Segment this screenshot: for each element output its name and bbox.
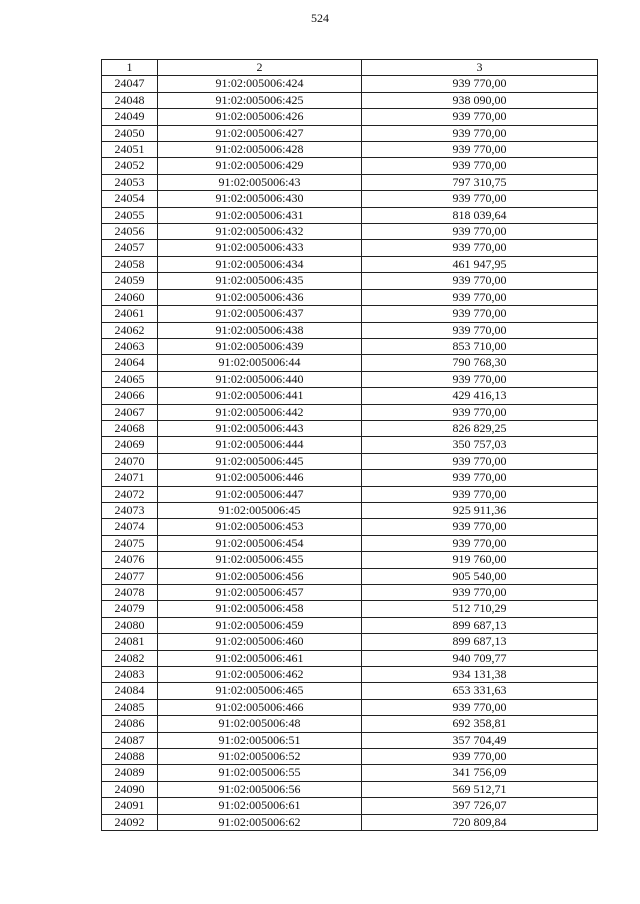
cadastral-number-cell: 91:02:005006:425	[158, 92, 362, 108]
table-body	[102, 76, 598, 831]
row-number-cell: 24066	[102, 388, 158, 404]
table-row	[102, 781, 598, 797]
row-number-cell: 24049	[102, 109, 158, 125]
row-number-cell: 24052	[102, 158, 158, 174]
table-row	[102, 76, 598, 92]
cadastral-number-cell: 91:02:005006:446	[158, 470, 362, 486]
row-number-cell: 24048	[102, 92, 158, 108]
cadastral-number-cell: 91:02:005006:460	[158, 634, 362, 650]
row-number-cell: 24057	[102, 240, 158, 256]
row-number-cell: 24072	[102, 486, 158, 502]
row-number-cell: 24061	[102, 306, 158, 322]
table-row	[102, 552, 598, 568]
table-row	[102, 273, 598, 289]
value-cell: 938 090,00	[362, 92, 598, 108]
table-row	[102, 683, 598, 699]
table-row	[102, 617, 598, 633]
table-row	[102, 437, 598, 453]
value-cell: 939 770,00	[362, 322, 598, 338]
cadastral-number-cell: 91:02:005006:437	[158, 306, 362, 322]
table-row	[102, 634, 598, 650]
cadastral-number-cell: 91:02:005006:424	[158, 76, 362, 92]
table-row	[102, 322, 598, 338]
cadastral-number-cell: 91:02:005006:434	[158, 256, 362, 272]
cadastral-number-cell: 91:02:005006:439	[158, 338, 362, 354]
value-cell: 720 809,84	[362, 814, 598, 830]
value-cell: 939 770,00	[362, 224, 598, 240]
cadastral-number-cell: 91:02:005006:436	[158, 289, 362, 305]
row-number-cell: 24056	[102, 224, 158, 240]
table-row	[102, 732, 598, 748]
table-row	[102, 519, 598, 535]
table-row	[102, 306, 598, 322]
value-cell: 350 757,03	[362, 437, 598, 453]
row-number-cell: 24091	[102, 798, 158, 814]
row-number-cell: 24065	[102, 371, 158, 387]
cadastral-number-cell: 91:02:005006:457	[158, 585, 362, 601]
row-number-cell: 24089	[102, 765, 158, 781]
value-cell: 939 770,00	[362, 125, 598, 141]
cadastral-number-cell: 91:02:005006:43	[158, 174, 362, 190]
table-row	[102, 650, 598, 666]
row-number-cell: 24076	[102, 552, 158, 568]
value-cell: 939 770,00	[362, 699, 598, 715]
cadastral-number-cell: 91:02:005006:461	[158, 650, 362, 666]
value-cell: 797 310,75	[362, 174, 598, 190]
value-cell: 397 726,07	[362, 798, 598, 814]
table-row	[102, 765, 598, 781]
value-cell: 919 760,00	[362, 552, 598, 568]
value-cell: 939 770,00	[362, 749, 598, 765]
value-cell: 939 770,00	[362, 470, 598, 486]
cadastral-number-cell: 91:02:005006:429	[158, 158, 362, 174]
row-number-cell: 24062	[102, 322, 158, 338]
value-cell: 939 770,00	[362, 158, 598, 174]
row-number-cell: 24080	[102, 617, 158, 633]
table-row	[102, 142, 598, 158]
table-row	[102, 289, 598, 305]
table-row	[102, 224, 598, 240]
value-cell: 939 770,00	[362, 109, 598, 125]
cadastral-number-cell: 91:02:005006:462	[158, 667, 362, 683]
value-cell: 939 770,00	[362, 273, 598, 289]
value-cell: 939 770,00	[362, 240, 598, 256]
table-row	[102, 338, 598, 354]
table-row	[102, 240, 598, 256]
cadastral-number-cell: 91:02:005006:48	[158, 716, 362, 732]
row-number-cell: 24059	[102, 273, 158, 289]
row-number-cell: 24068	[102, 420, 158, 436]
table-row	[102, 585, 598, 601]
value-cell: 569 512,71	[362, 781, 598, 797]
table-row	[102, 355, 598, 371]
value-cell: 357 704,49	[362, 732, 598, 748]
page-number: 524	[311, 11, 329, 25]
value-cell: 939 770,00	[362, 486, 598, 502]
row-number-cell: 24069	[102, 437, 158, 453]
cadastral-number-cell: 91:02:005006:442	[158, 404, 362, 420]
value-cell: 653 331,63	[362, 683, 598, 699]
cadastral-number-cell: 91:02:005006:438	[158, 322, 362, 338]
row-number-cell: 24074	[102, 519, 158, 535]
cadastral-number-cell: 91:02:005006:435	[158, 273, 362, 289]
row-number-cell: 24071	[102, 470, 158, 486]
table-row	[102, 158, 598, 174]
value-cell: 341 756,09	[362, 765, 598, 781]
table-row	[102, 699, 598, 715]
row-number-cell: 24058	[102, 256, 158, 272]
cadastral-number-cell: 91:02:005006:426	[158, 109, 362, 125]
value-cell: 939 770,00	[362, 76, 598, 92]
cadastral-number-cell: 91:02:005006:56	[158, 781, 362, 797]
value-cell: 940 709,77	[362, 650, 598, 666]
cadastral-number-cell: 91:02:005006:431	[158, 207, 362, 223]
cadastral-number-cell: 91:02:005006:433	[158, 240, 362, 256]
value-cell: 429 416,13	[362, 388, 598, 404]
cadastral-number-cell: 91:02:005006:45	[158, 502, 362, 518]
value-cell: 939 770,00	[362, 289, 598, 305]
table-row	[102, 798, 598, 814]
value-cell: 939 770,00	[362, 453, 598, 469]
value-cell: 934 131,38	[362, 667, 598, 683]
column-header: 1	[102, 60, 158, 76]
value-cell: 939 770,00	[362, 535, 598, 551]
table-row	[102, 502, 598, 518]
value-cell: 939 770,00	[362, 371, 598, 387]
row-number-cell: 24086	[102, 716, 158, 732]
table-row	[102, 814, 598, 830]
row-number-cell: 24047	[102, 76, 158, 92]
table-row	[102, 486, 598, 502]
table-row	[102, 601, 598, 617]
cadastral-number-cell: 91:02:005006:430	[158, 191, 362, 207]
row-number-cell: 24090	[102, 781, 158, 797]
row-number-cell: 24054	[102, 191, 158, 207]
value-cell: 939 770,00	[362, 404, 598, 420]
cadastral-number-cell: 91:02:005006:61	[158, 798, 362, 814]
row-number-cell: 24064	[102, 355, 158, 371]
value-cell: 826 829,25	[362, 420, 598, 436]
table-row	[102, 749, 598, 765]
cadastral-number-cell: 91:02:005006:454	[158, 535, 362, 551]
table-row	[102, 716, 598, 732]
row-number-cell: 24070	[102, 453, 158, 469]
cadastral-number-cell: 91:02:005006:440	[158, 371, 362, 387]
table-header-row	[102, 60, 598, 76]
cadastral-number-cell: 91:02:005006:466	[158, 699, 362, 715]
table-row	[102, 535, 598, 551]
row-number-cell: 24081	[102, 634, 158, 650]
data-table	[101, 59, 598, 831]
cadastral-number-cell: 91:02:005006:55	[158, 765, 362, 781]
cadastral-number-cell: 91:02:005006:427	[158, 125, 362, 141]
value-cell: 925 911,36	[362, 502, 598, 518]
cadastral-number-cell: 91:02:005006:52	[158, 749, 362, 765]
value-cell: 899 687,13	[362, 634, 598, 650]
table-row	[102, 207, 598, 223]
table-row	[102, 92, 598, 108]
value-cell: 790 768,30	[362, 355, 598, 371]
table-row	[102, 453, 598, 469]
table-row	[102, 256, 598, 272]
row-number-cell: 24088	[102, 749, 158, 765]
row-number-cell: 24050	[102, 125, 158, 141]
row-number-cell: 24078	[102, 585, 158, 601]
row-number-cell: 24053	[102, 174, 158, 190]
cadastral-number-cell: 91:02:005006:455	[158, 552, 362, 568]
cadastral-number-cell: 91:02:005006:458	[158, 601, 362, 617]
table-row	[102, 191, 598, 207]
table-row	[102, 371, 598, 387]
cadastral-number-cell: 91:02:005006:62	[158, 814, 362, 830]
table-row	[102, 568, 598, 584]
row-number-cell: 24055	[102, 207, 158, 223]
cadastral-number-cell: 91:02:005006:456	[158, 568, 362, 584]
column-header: 2	[158, 60, 362, 76]
cadastral-number-cell: 91:02:005006:444	[158, 437, 362, 453]
value-cell: 905 540,00	[362, 568, 598, 584]
cadastral-number-cell: 91:02:005006:51	[158, 732, 362, 748]
column-header: 3	[362, 60, 598, 76]
table-row	[102, 420, 598, 436]
cadastral-number-cell: 91:02:005006:441	[158, 388, 362, 404]
value-cell: 853 710,00	[362, 338, 598, 354]
value-cell: 461 947,95	[362, 256, 598, 272]
row-number-cell: 24051	[102, 142, 158, 158]
cadastral-number-cell: 91:02:005006:459	[158, 617, 362, 633]
table-row	[102, 667, 598, 683]
row-number-cell: 24084	[102, 683, 158, 699]
row-number-cell: 24077	[102, 568, 158, 584]
value-cell: 512 710,29	[362, 601, 598, 617]
cadastral-number-cell: 91:02:005006:465	[158, 683, 362, 699]
table-row	[102, 125, 598, 141]
value-cell: 939 770,00	[362, 306, 598, 322]
row-number-cell: 24063	[102, 338, 158, 354]
value-cell: 939 770,00	[362, 191, 598, 207]
value-cell: 939 770,00	[362, 142, 598, 158]
row-number-cell: 24085	[102, 699, 158, 715]
cadastral-number-cell: 91:02:005006:453	[158, 519, 362, 535]
row-number-cell: 24092	[102, 814, 158, 830]
cadastral-number-cell: 91:02:005006:432	[158, 224, 362, 240]
table-row	[102, 174, 598, 190]
row-number-cell: 24073	[102, 502, 158, 518]
table-row	[102, 388, 598, 404]
row-number-cell: 24083	[102, 667, 158, 683]
cadastral-number-cell: 91:02:005006:447	[158, 486, 362, 502]
value-cell: 818 039,64	[362, 207, 598, 223]
cadastral-number-cell: 91:02:005006:443	[158, 420, 362, 436]
table-row	[102, 109, 598, 125]
value-cell: 939 770,00	[362, 585, 598, 601]
cadastral-number-cell: 91:02:005006:428	[158, 142, 362, 158]
row-number-cell: 24067	[102, 404, 158, 420]
cadastral-number-cell: 91:02:005006:44	[158, 355, 362, 371]
table-row	[102, 470, 598, 486]
row-number-cell: 24075	[102, 535, 158, 551]
row-number-cell: 24087	[102, 732, 158, 748]
table-row	[102, 404, 598, 420]
cadastral-number-cell: 91:02:005006:445	[158, 453, 362, 469]
value-cell: 692 358,81	[362, 716, 598, 732]
row-number-cell: 24082	[102, 650, 158, 666]
value-cell: 939 770,00	[362, 519, 598, 535]
value-cell: 899 687,13	[362, 617, 598, 633]
row-number-cell: 24060	[102, 289, 158, 305]
row-number-cell: 24079	[102, 601, 158, 617]
